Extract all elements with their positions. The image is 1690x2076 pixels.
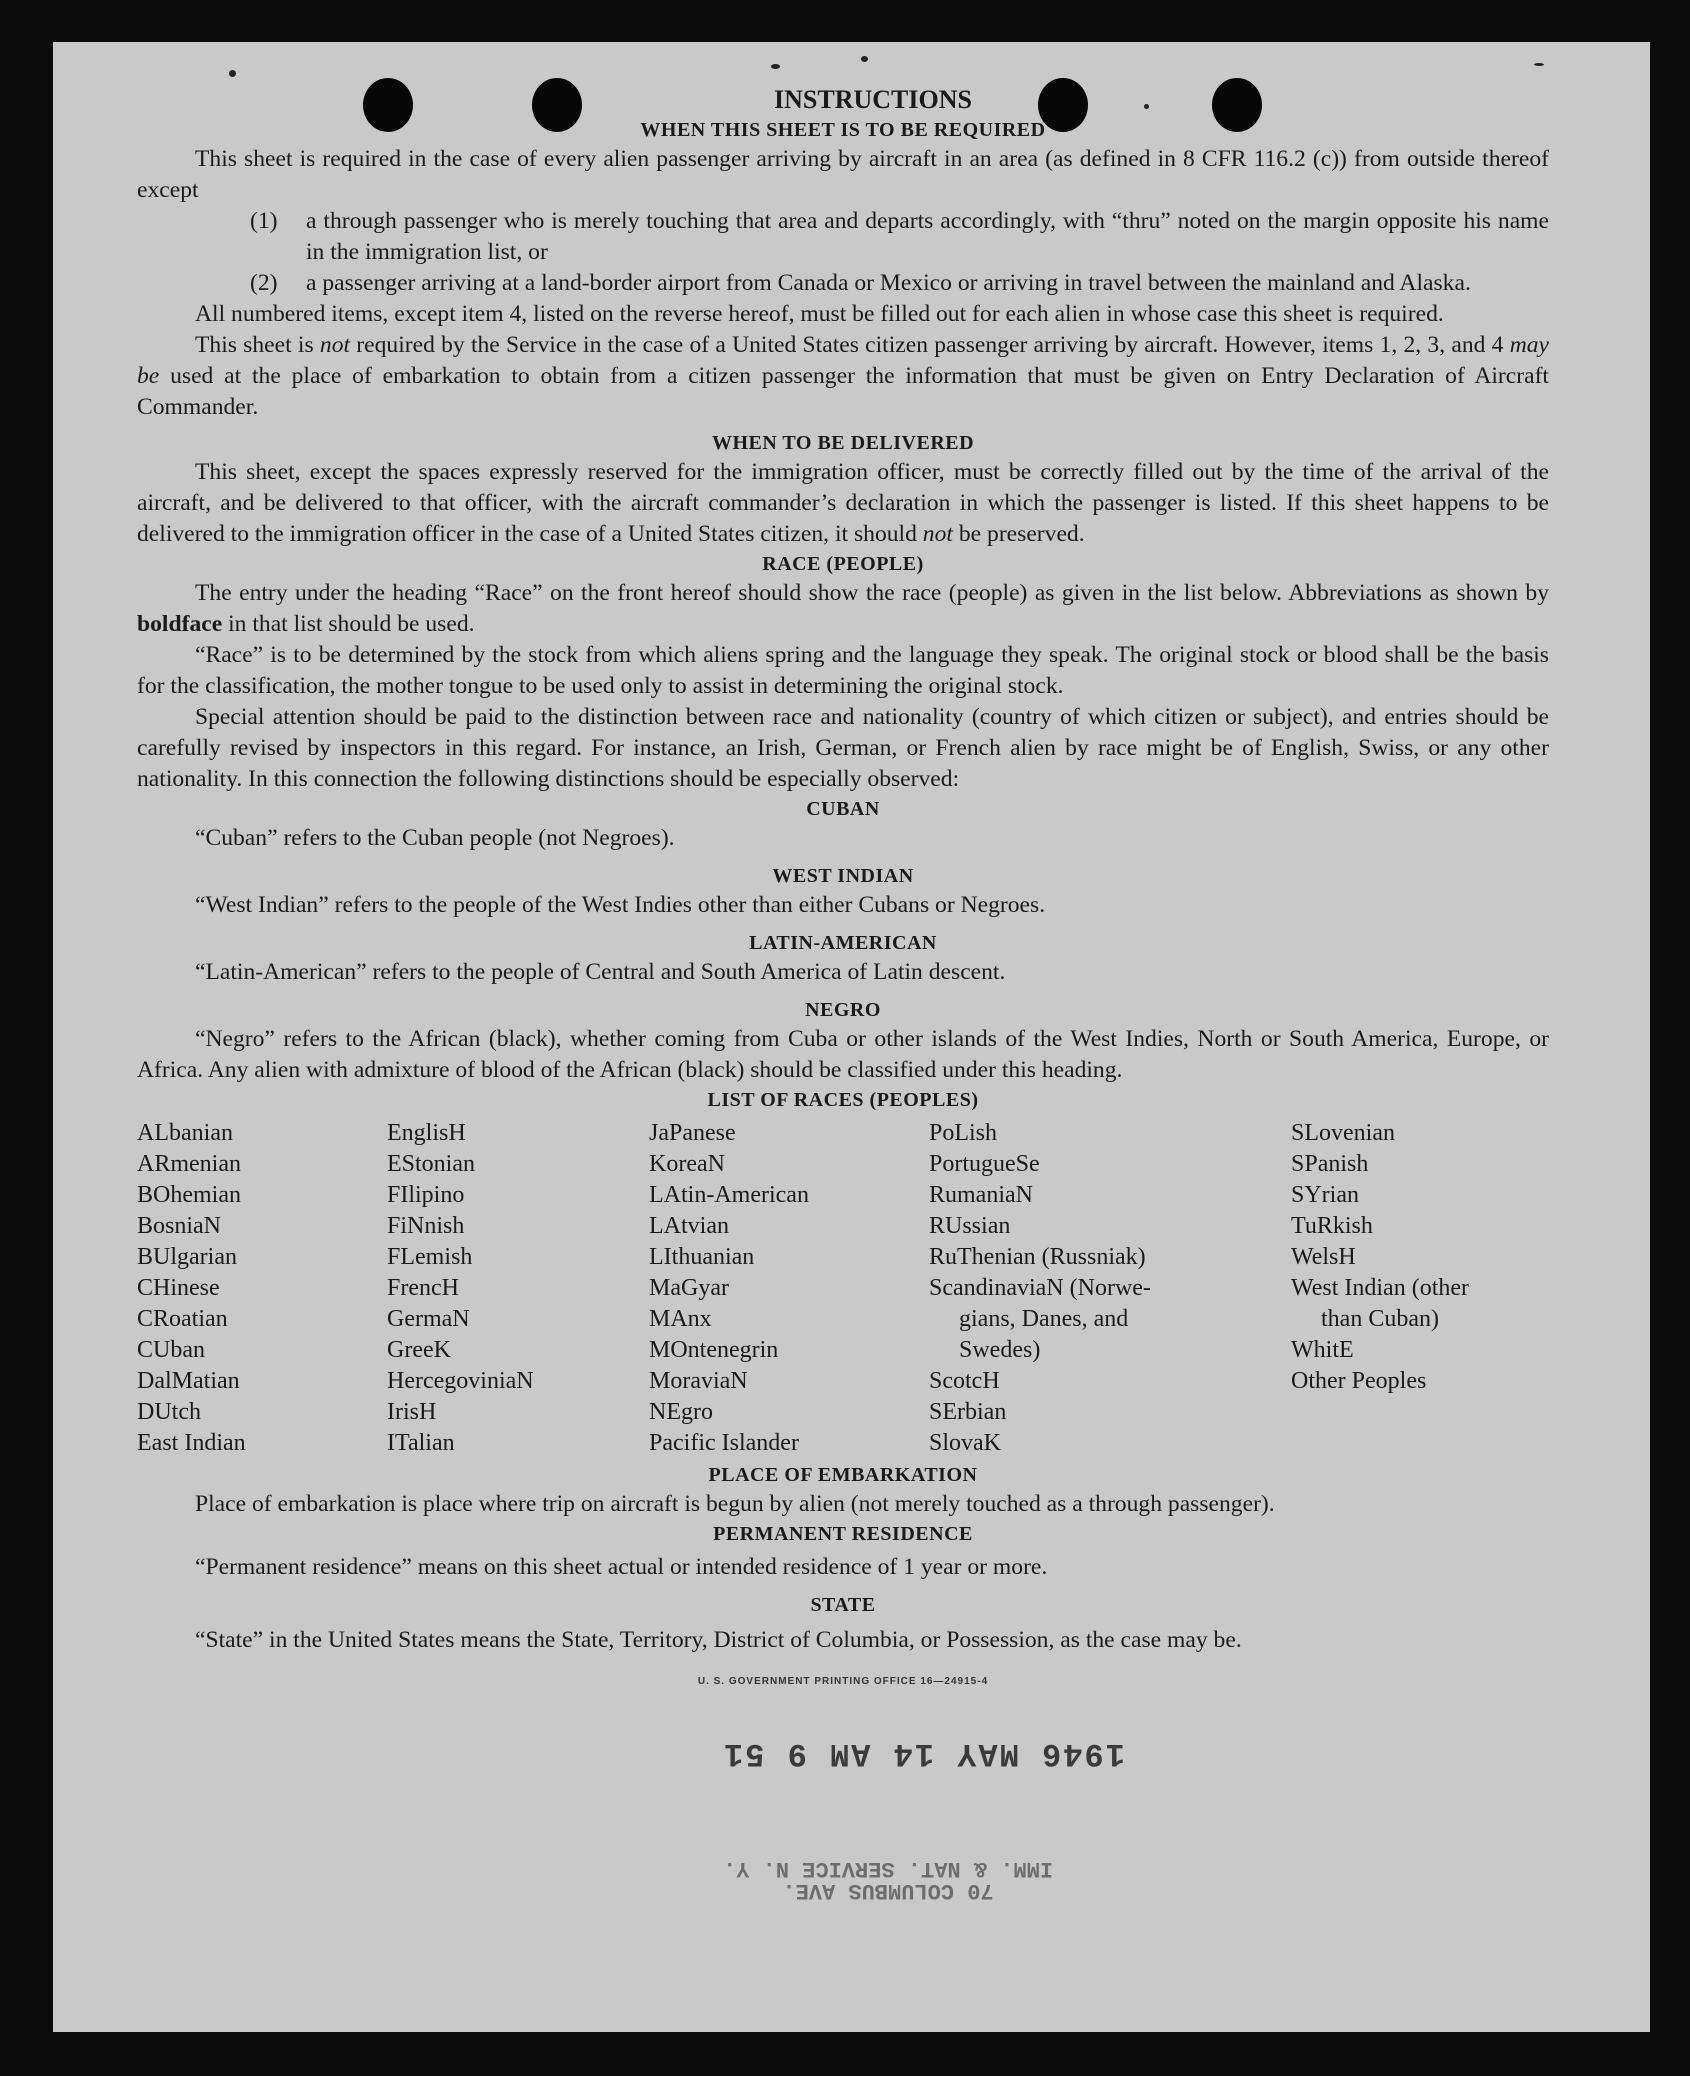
race-entry: BosniaN bbox=[137, 1213, 221, 1239]
race-para1-start: The entry under the heading “Race” on the front hereof should show the race (people) as given in the list below. Abbreviations as shown by bbox=[195, 580, 1549, 606]
heading-when-required: WHEN THIS SHEET IS TO BE REQUIRED bbox=[640, 119, 1046, 141]
race-entry: DalMatian bbox=[137, 1368, 240, 1394]
office-stamp bbox=[723, 1857, 1053, 1901]
delivered-paragraph bbox=[137, 457, 1549, 550]
cuban-paragraph: “Cuban” refers to the Cuban people (not Negroes). bbox=[195, 825, 675, 851]
citizen-paragraph bbox=[137, 330, 1549, 423]
race-entry: TuRkish bbox=[1291, 1213, 1373, 1239]
citizen-para-end: used at the place of embarkation to obtain from a citizen passenger the information that must be given on Entry Declaration of Aircraft Commander. bbox=[137, 363, 1549, 420]
race-entry: FrencH bbox=[387, 1275, 459, 1301]
date-received-stamp: 1946 MAY 14 AM 9 51 bbox=[722, 1735, 1125, 1772]
race-entry: ScandinaviaN (Norwe- bbox=[929, 1275, 1151, 1301]
heading-state: STATE bbox=[810, 1594, 876, 1616]
race-entry: IrisH bbox=[387, 1399, 437, 1425]
race-entry: CUban bbox=[137, 1337, 205, 1363]
race-entry: ALbanian bbox=[137, 1120, 233, 1146]
instructions-content bbox=[137, 84, 1549, 1697]
heading-cuban: CUBAN bbox=[806, 798, 880, 820]
race-entry: ScotcH bbox=[929, 1368, 1000, 1394]
residence-paragraph: “Permanent residence” means on this sheet actual or intended residence of 1 year or more. bbox=[195, 1554, 1048, 1580]
race-entry: FLemish bbox=[387, 1244, 473, 1270]
race-entry: LIthuanian bbox=[649, 1244, 755, 1270]
exception-number: (2) bbox=[250, 270, 278, 296]
race-entry-continued: than Cuban) bbox=[1321, 1306, 1439, 1332]
negro-paragraph: “Negro” refers to the African (black), whether coming from Cuba or other islands of the West Indies, North or South America, Europe, or Africa. Any alien with admixture of blood of the African (black) should be classified under this heading. bbox=[137, 1026, 1549, 1083]
race-entry: PoLish bbox=[929, 1120, 998, 1146]
race-entry: BOhemian bbox=[137, 1182, 241, 1208]
race-para1-end: in that list should be used. bbox=[222, 611, 475, 637]
required-paragraph: This sheet is required in the case of every alien passenger arriving by aircraft in an area (as defined in 8 CFR 116.2 (c)) from outside thereof except bbox=[137, 146, 1549, 203]
race-entry: MOntenegrin bbox=[649, 1337, 779, 1363]
speck-mark bbox=[861, 56, 868, 62]
heading-permanent-residence: PERMANENT RESIDENCE bbox=[713, 1523, 973, 1545]
speck-mark bbox=[771, 64, 780, 69]
heading-west-indian: WEST INDIAN bbox=[772, 865, 914, 887]
page-title: INSTRUCTIONS bbox=[774, 85, 972, 114]
citizen-para-not: not bbox=[319, 332, 351, 358]
race-entry: ITalian bbox=[387, 1430, 455, 1456]
heading-negro: NEGRO bbox=[805, 999, 881, 1021]
document-sheet bbox=[53, 42, 1650, 2032]
race-entry: GreeK bbox=[387, 1337, 451, 1363]
race-entry: KoreaN bbox=[649, 1151, 725, 1177]
heading-race: RACE (PEOPLE) bbox=[762, 553, 924, 575]
race-entry: FIlipino bbox=[387, 1182, 465, 1208]
numbered-items-paragraph: All numbered items, except item 4, listed on the reverse hereof, must be filled out for each alien in whose case this sheet is required. bbox=[195, 301, 1444, 327]
embarkation-paragraph: Place of embarkation is place where trip on aircraft is begun by alien (not merely touched as a through passenger). bbox=[195, 1491, 1275, 1517]
race-entry: NEgro bbox=[649, 1399, 713, 1425]
races-column-4 bbox=[929, 1118, 1291, 1459]
race-entry: MoraviaN bbox=[649, 1368, 748, 1394]
race-entry: SLovenian bbox=[1291, 1120, 1395, 1146]
heading-list-of-races: LIST OF RACES (PEOPLES) bbox=[707, 1089, 979, 1111]
printing-office-footer: U. S. GOVERNMENT PRINTING OFFICE 16—24915-4 bbox=[697, 1676, 989, 1687]
race-entry-continued: gians, Danes, and bbox=[959, 1306, 1129, 1332]
races-column-2 bbox=[387, 1118, 649, 1459]
race-paragraph-3: Special attention should be paid to the distinction between race and nationality (country of which citizen or subject), and entries should be carefully revised by inspectors in this regard. For instance, an Irish, German, or French alien by race might be of English, Swiss, or any other nationality. In this connection the following distinctions should be especially observed: bbox=[137, 704, 1549, 792]
race-entry: GermaN bbox=[387, 1306, 470, 1332]
race-entry: LAtin-American bbox=[649, 1182, 809, 1208]
office-stamp-line-2: IMM. & NAT. SERVICE N. Y. bbox=[723, 1856, 1054, 1881]
exception-number: (1) bbox=[250, 208, 278, 234]
citizen-para-start: This sheet is bbox=[195, 332, 320, 358]
heading-latin-american: LATIN-AMERICAN bbox=[749, 932, 937, 954]
race-entry: BUlgarian bbox=[137, 1244, 237, 1270]
race-paragraph-2: “Race” is to be determined by the stock from which aliens spring and the language they speak. The original stock or blood shall be the basis for the classification, the mother tongue to be used only to assist in determining the original stock. bbox=[137, 642, 1549, 699]
race-paragraph-1 bbox=[137, 578, 1549, 640]
west-indian-paragraph: “West Indian” refers to the people of the West Indies other than either Cubans or Negroes. bbox=[195, 892, 1046, 918]
exception-item bbox=[137, 268, 1549, 299]
race-para1-bold: boldface bbox=[137, 611, 223, 637]
race-entry: RUssian bbox=[929, 1213, 1011, 1239]
race-entry: Pacific Islander bbox=[649, 1430, 799, 1456]
race-entry: SlovaK bbox=[929, 1430, 1001, 1456]
speck-mark bbox=[229, 70, 236, 77]
office-stamp-line-1: 70 COLUMBUS AVE. bbox=[782, 1878, 994, 1903]
delivered-para-end: be preserved. bbox=[952, 521, 1085, 547]
race-entry: JaPanese bbox=[649, 1120, 736, 1146]
heading-when-delivered: WHEN TO BE DELIVERED bbox=[711, 432, 975, 454]
race-entry: RumaniaN bbox=[929, 1182, 1033, 1208]
race-entry: DUtch bbox=[137, 1399, 201, 1425]
race-entry: Other Peoples bbox=[1291, 1368, 1427, 1394]
races-column-5 bbox=[1291, 1118, 1549, 1459]
races-column-1 bbox=[137, 1118, 387, 1459]
race-entry: PortugueSe bbox=[929, 1151, 1040, 1177]
race-entry: SPanish bbox=[1291, 1151, 1369, 1177]
race-entry: RuThenian (Russniak) bbox=[929, 1244, 1146, 1270]
race-entry: CHinese bbox=[137, 1275, 220, 1301]
race-entry-continued: Swedes) bbox=[959, 1337, 1041, 1363]
race-entry: LAtvian bbox=[649, 1213, 729, 1239]
race-entry: HercegoviniaN bbox=[387, 1368, 534, 1394]
exception-item bbox=[137, 206, 1549, 268]
race-entry: ARmenian bbox=[137, 1151, 241, 1177]
race-entry: FiNnish bbox=[387, 1213, 465, 1239]
race-entry: EStonian bbox=[387, 1151, 475, 1177]
race-entry: WhitE bbox=[1291, 1337, 1354, 1363]
exception-text: a passenger arriving at a land-border airport from Canada or Mexico or arriving in travel between the mainland and Alaska. bbox=[306, 270, 1471, 296]
race-entry: SErbian bbox=[929, 1399, 1007, 1425]
state-paragraph: “State” in the United States means the State, Territory, District of Columbia, or Possession, as the case may be. bbox=[195, 1627, 1242, 1653]
heading-embarkation: PLACE OF EMBARKATION bbox=[708, 1464, 978, 1486]
race-entry: East Indian bbox=[137, 1430, 246, 1456]
race-entry: MaGyar bbox=[649, 1275, 729, 1301]
races-column-3 bbox=[649, 1118, 929, 1459]
race-entry: CRoatian bbox=[137, 1306, 228, 1332]
race-entry: WelsH bbox=[1291, 1244, 1356, 1270]
race-entry: MAnx bbox=[649, 1306, 712, 1332]
race-entry: EnglisH bbox=[387, 1120, 466, 1146]
delivered-para-not: not bbox=[922, 521, 953, 547]
speck-mark bbox=[1534, 63, 1544, 66]
exception-text: a through passenger who is merely touching that area and departs accordingly, with “thru” noted on the margin opposite his name in the immigration list, or bbox=[306, 208, 1549, 265]
races-list bbox=[137, 1118, 1549, 1459]
latin-american-paragraph: “Latin-American” refers to the people of Central and South America of Latin descent. bbox=[195, 959, 1006, 985]
citizen-para-mid: required by the Service in the case of a United States citizen passenger arriving by aircraft. However, items 1, 2, 3, and 4 bbox=[350, 332, 1510, 358]
citizen-para-maybe: may be bbox=[137, 332, 1549, 389]
race-entry: West Indian (other bbox=[1291, 1275, 1470, 1301]
delivered-para-start: This sheet, except the spaces expressly reserved for the immigration officer, must be correctly filled out by the time of the arrival of the aircraft, and be delivered to that officer, with the aircraft commander’s declaration in which the passenger is listed. If this sheet happens to be delivered to the immigration officer in the case of a United States citizen, it should bbox=[137, 459, 1549, 547]
race-entry: SYrian bbox=[1291, 1182, 1359, 1208]
